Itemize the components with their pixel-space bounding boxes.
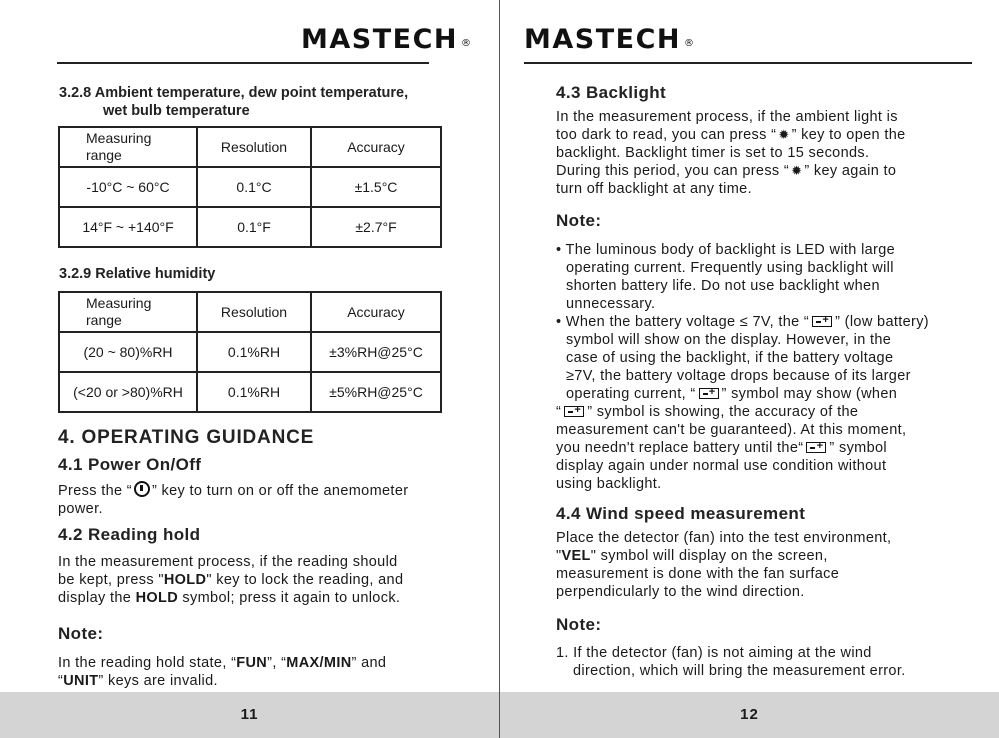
power-text: Press the “ ” key to turn on or off the anemometer power.: [58, 483, 409, 517]
col-measuring-range: Measuring range: [59, 292, 197, 332]
table-cell: 0.1°F: [197, 207, 311, 247]
operating-guidance-title: 4. OPERATING GUIDANCE: [58, 427, 315, 448]
backlight-note-text: • The luminous body of backlight is LED with large operating current. Frequently using backlight will shorten battery life. Do not use backlight when unnecessary. • When the battery voltage ≤ 7V, the “+ ” (low battery) symbol will show on the display. However, in the case of using the backlight, if the battery voltage ≥7V, the battery voltage drops because of its larger operating current, “+ ” symbol may show (when “+ ” symbol is showing, the accuracy of the measurement can't be guaranteed). At this moment, you needn't replace battery until the“+ ” symbol display again under normal use condition without using backlight.: [556, 241, 929, 493]
temperature-spec-table: [58, 126, 442, 248]
note-title: Note:: [58, 624, 104, 643]
table-row: [59, 332, 441, 372]
brand-logo: MASTECH ®: [524, 24, 696, 55]
sun-icon: ✹: [791, 163, 803, 178]
table-cell: 14°F ~ +140°F: [59, 207, 197, 247]
note-text: In the reading hold state, “FUN”, “MAX/MIN” and “UNIT” keys are invalid.: [58, 655, 387, 689]
reading-hold-title: 4.2 Reading hold: [58, 525, 201, 544]
col-measuring-range: Measuring range: [59, 127, 197, 167]
backlight-title: 4.3 Backlight: [556, 83, 667, 102]
note-title: Note:: [556, 211, 602, 230]
humidity-spec-table: [58, 291, 442, 413]
table-cell: -10°C ~ 60°C: [59, 167, 197, 207]
table-row: [59, 207, 441, 247]
table-row: [59, 167, 441, 207]
section-329-title: 3.2.9 Relative humidity: [59, 266, 216, 282]
table-cell: 0.1%RH: [197, 372, 311, 412]
page-right: [500, 0, 999, 738]
low-battery-icon: [806, 442, 826, 453]
page-number: 11: [240, 706, 259, 723]
reading-hold-text: In the measurement process, if the reading should be kept, press "HOLD" key to lock the reading, and display the HOLD symbol; press it again to unlock.: [58, 554, 404, 606]
table-cell: (20 ~ 80)%RH: [59, 332, 197, 372]
brand-logo: MASTECH ®: [301, 24, 473, 55]
page-number: 12: [740, 706, 759, 723]
table-row: [59, 372, 441, 412]
low-battery-icon: [564, 406, 584, 417]
low-battery-icon: [699, 388, 719, 399]
wind-speed-text: Place the detector (fan) into the test environment, "VEL" symbol will display on the screen, measurement is done with the fan surface perpendicularly to the wind direction.: [556, 530, 892, 600]
table-cell: ±5%RH@25°C: [311, 372, 441, 412]
section-328-title: 3.2.8 Ambient temperature, dew point temperature, wet bulb temperature: [59, 85, 409, 119]
wind-note-text: 1. If the detector (fan) is not aiming at the wind direction, which will bring the measurement error.: [556, 645, 906, 679]
col-accuracy: Accuracy: [311, 127, 441, 167]
header-rule: [524, 62, 972, 64]
table-cell: 0.1°C: [197, 167, 311, 207]
table-cell: (<20 or >80)%RH: [59, 372, 197, 412]
table-header-row: [59, 292, 441, 332]
table-cell: ±3%RH@25°C: [311, 332, 441, 372]
col-resolution: Resolution: [197, 127, 311, 167]
sun-icon: ✹: [778, 127, 790, 142]
note-title: Note:: [556, 615, 602, 634]
table-cell: ±1.5°C: [311, 167, 441, 207]
col-accuracy: Accuracy: [311, 292, 441, 332]
backlight-text: In the measurement process, if the ambient light is too dark to read, you can press “ ✹ ” key to open the backlight. Backlight timer is set to 15 seconds. During this period, you can press “ ✹ ” key again to turn off backlight at any time.: [556, 109, 906, 197]
power-icon: [134, 481, 150, 497]
power-section-title: 4.1 Power On/Off: [58, 455, 202, 474]
table-cell: ±2.7°F: [311, 207, 441, 247]
low-battery-icon: [812, 316, 832, 327]
wind-speed-title: 4.4 Wind speed measurement: [556, 504, 806, 523]
table-cell: 0.1%RH: [197, 332, 311, 372]
page-left: [0, 0, 499, 738]
table-header-row: [59, 127, 441, 167]
col-resolution: Resolution: [197, 292, 311, 332]
header-rule: [57, 62, 429, 64]
